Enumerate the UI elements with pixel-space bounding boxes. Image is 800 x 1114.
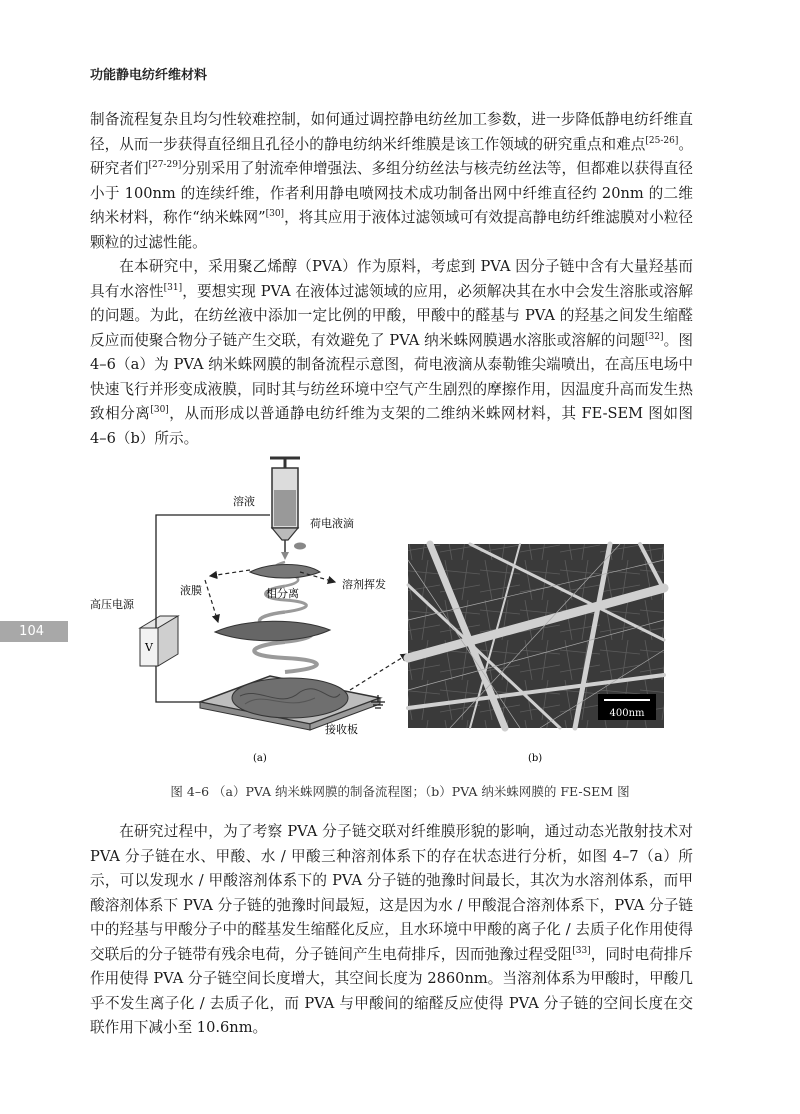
label-liquid-film: 液膜	[180, 584, 202, 597]
para1-text-4: ，将其应用于液体过滤领域可有效提高静电纺纤维滤膜对小粒径颗粒的过滤性能。	[90, 209, 693, 251]
label-solution: 溶液	[233, 495, 255, 508]
page-number: 104	[19, 624, 44, 639]
taylor-cone	[281, 552, 289, 560]
paragraph-2	[90, 255, 693, 451]
paragraph-1	[90, 108, 693, 255]
citation: [30]	[265, 209, 285, 220]
figure-caption: 图 4–6 （a）PVA 纳米蛛网膜的制备流程图；（b）PVA 纳米蛛网膜的 FE-SEM 图	[170, 784, 630, 799]
citation: [32]	[645, 331, 664, 342]
citation: [33]	[572, 945, 591, 956]
para1-text-1: 制备流程复杂且均匀性较难控制，如何通过调控静电纺丝加工参数，进一步降低静电纺纤维直径，从而一步获得直径细且孔径小的静电纺纳米纤维膜是该工作领域的研究重点和难点	[90, 111, 693, 153]
label-charged-droplet: 荷电液滴	[310, 517, 354, 530]
para2-text-2: ，要想实现 PVA 在液体过滤领域的应用，必须解决其在水中会发生溶胀或溶解的问题。为此，在纺丝液中添加一定比例的甲酸，甲酸中的醛基与 PVA 的羟基之间发生缩醛反应而使聚合物分子链产生交联，有效避免了 PVA 纳米蛛网膜遇水溶胀或溶解的问题	[90, 282, 693, 349]
para2-text-4: ，从而形成以普通静电纺纤维为支架的二维纳米蛛网材料，其 FE-SEM 图如图 4–6（b）所示。	[90, 405, 693, 447]
figure-4-6	[0, 440, 800, 770]
para2-text-3: 。图 4–6（a）为 PVA 纳米蛛网膜的制备流程示意图，荷电液滴从泰勒锥尖端喷出，在高压电场中快速飞行并形变成液膜，同时其与纺丝环境中空气产生剧烈的摩擦作用，因温度升高而发生热致相分离	[90, 331, 693, 422]
citation: [25-26]	[645, 135, 679, 146]
running-header: 功能静电纺纤维材料	[90, 68, 208, 83]
paragraph-3	[90, 820, 693, 1041]
sem-image	[408, 544, 664, 728]
label-high-voltage: 高压电源	[90, 598, 134, 611]
scale-bar-label: 400nm	[609, 708, 645, 719]
liquid-film-lower	[215, 621, 330, 641]
label-phase-separation: 相分离	[266, 587, 299, 600]
label-panel-b: (b)	[528, 753, 543, 764]
label-solvent-evaporation: 溶剂挥发	[342, 578, 386, 591]
citation: [30]	[150, 405, 169, 416]
circuit-wires	[156, 515, 270, 702]
citation: [27-29]	[148, 160, 182, 171]
label-collector: 接收板	[325, 723, 358, 736]
para3-text-2: ，同时电荷排斥作用使得 PVA 分子链空间长度增大，其空间长度为 2860nm。当溶剂体系为甲酸时，甲酸几乎不发生离子化 / 去质子化，而 PVA 与甲酸间的缩醛反应使得 PVA 分子链的空间长度在交联作用下减小至 10.6nm。	[90, 945, 693, 1036]
para1-text-2: 。研究者们	[90, 135, 693, 177]
voltage-symbol: V	[145, 641, 153, 654]
label-panel-a: (a)	[253, 753, 267, 764]
para2-text-1: 在本研究中，采用聚乙烯醇（PVA）作为原料，考虑到 PVA 因分子链中含有大量羟基而具有水溶性	[90, 258, 693, 300]
para1-text-3: 分别采用了射流牵伸增强法、多组分纺丝法与核壳纺丝法等，但都难以获得直径小于 100nm 的连续纤维，作者利用静电喷网技术成功制备出网中纤维直径约 20nm 的二维纳米材料，称作“纳米蛛网”	[90, 160, 693, 226]
whipping-jet	[254, 562, 317, 672]
collector-plate	[200, 676, 380, 730]
citation: [31]	[163, 282, 183, 293]
liquid-film-upper	[250, 565, 320, 579]
syringe	[270, 458, 300, 552]
charged-droplet	[294, 543, 306, 550]
para3-text-1: 在研究过程中，为了考察 PVA 分子链交联对纤维膜形貌的影响，通过动态光散射技术对 PVA 分子链在水、甲酸、水 / 甲酸三种溶剂体系下的存在状态进行分析，如图 4–7（a）所示，可以发现水 / 甲酸溶剂体系下的 PVA 分子链的弛豫时间最长，其次为水溶剂体系，而甲酸溶剂体系下 PVA 分子链的弛豫时间最短，这是因为水 / 甲酸混合溶剂体系下，PVA 分子链中的羟基与甲酸分子中的醛基发生缩醛化反应，且水环境中甲酸的离子化 / 去质子化作用使得交联后的分子链带有残余电荷，分子链间产生电荷排斥，因而弛豫过程受阻	[90, 823, 693, 963]
